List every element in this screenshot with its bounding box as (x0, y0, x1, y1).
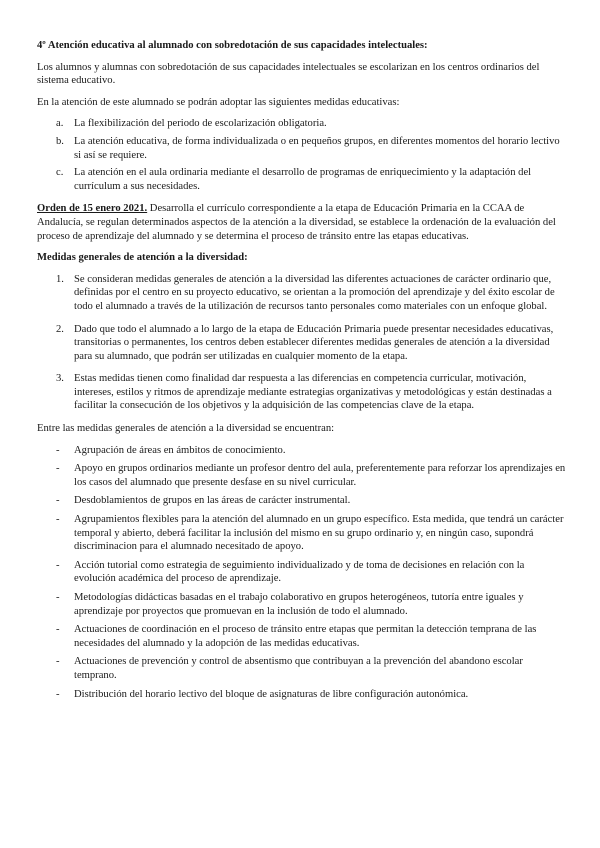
list-item (37, 372, 567, 413)
list-marker: 2. (56, 323, 64, 335)
list-item (37, 688, 567, 702)
list-item (37, 655, 567, 682)
dash-marker: - (56, 688, 60, 700)
list-item-text: Metodologías didácticas basadas en el trabajo colaborativo en grupos heterogéneos, tutoría entre iguales y aprendizaje por proyectos que promuevan en la inclusión de todo el alumnado. (74, 592, 524, 617)
list-item (37, 513, 567, 554)
general-measures-list (37, 273, 567, 413)
list-item-text: Dado que todo el alumnado a lo largo de la etapa de Educación Primaria puede presentar necesidades educativas, transitorias o permanentes, los centros deben establecer diferentes medidas generales de atención a la diversidad para su alumnado, que podrán ser utilizadas en cualquier momento de la etapa. (74, 323, 554, 362)
list-marker: b. (56, 135, 64, 147)
list-item-text: Actuaciones de prevención y control de absentismo que contribuyan a la prevención del abandono escolar temprano. (74, 656, 523, 681)
list-item (37, 135, 567, 162)
list-item (37, 591, 567, 618)
dash-marker: - (56, 656, 60, 668)
dash-marker: - (56, 514, 60, 526)
list-item-text: Agrupación de áreas en ámbitos de conocimiento. (74, 444, 286, 456)
list-item-text: Estas medidas tienen como finalidad dar respuesta a las diferencias en competencia curricular, motivación, intereses, estilos y ritmos de aprendizaje mediante estrategias organizativas y metodológicas y están destinadas a facilitar la consecución de los objetivos y la adquisición de las competencias clave de la etapa. (74, 373, 552, 412)
orden-label: Orden de 15 enero 2021. (37, 203, 148, 215)
list-item (37, 273, 567, 314)
list-item (37, 444, 567, 458)
list-item (37, 494, 567, 508)
dash-marker: - (56, 495, 60, 507)
list-item-text: La flexibilización del periodo de escolarización obligatoria. (74, 118, 327, 130)
list-item-text: La atención educativa, de forma individualizada o en pequeños grupos, en diferentes momentos del horario lectivo si así se requiere. (74, 135, 560, 161)
dash-marker: - (56, 463, 60, 475)
dash-marker: - (56, 559, 60, 571)
measures-list (37, 117, 567, 193)
list-item-text: Distribución del horario lectivo del bloque de asignaturas de libre configuración autonómica. (74, 688, 469, 700)
list-item-text: Se consideran medidas generales de atención a la diversidad las diferentes actuaciones de carácter ordinario que, definidas por el centro en su proyecto educativo, se orientan a la promoción del aprendizaje y del éxito escolar de todo el alumnado a través de la utilización de recursos tanto personales como materiales con un enfoque global. (74, 273, 555, 312)
dash-marker: - (56, 444, 60, 456)
list-item-text: Desdoblamientos de grupos en las áreas de carácter instrumental. (74, 495, 351, 507)
dash-marker: - (56, 624, 60, 636)
list-item-text: Apoyo en grupos ordinarios mediante un profesor dentro del aula, preferentemente para reforzar los aprendizajes en los casos del alumnado que presente desfase en su nivel curricular. (74, 463, 566, 488)
list-item (37, 623, 567, 650)
list-item (37, 559, 567, 586)
measures-list-intro: Entre las medidas generales de atención a la diversidad se encuentran: (37, 423, 335, 435)
list-item-text: Acción tutorial como estrategia de seguimiento individualizado y de toma de decisiones en relación con la evolución académica del proceso de aprendizaje. (74, 559, 525, 585)
measures-intro: En la atención de este alumnado se podrán adoptar las siguientes medidas educativas: (37, 96, 400, 108)
section-intro: Los alumnos y alumnas con sobredotación de sus capacidades intelectuales se escolarizan en los centros ordinarios del sistema educativo. (37, 61, 540, 87)
list-item-text: Actuaciones de coordinación en el proceso de tránsito entre etapas que permitan la detección temprana de las necesidades del alumnado y la adopción de las medidas educativas. (74, 624, 537, 649)
list-marker: c. (56, 167, 64, 179)
list-item-text: La atención en el aula ordinaria mediante el desarrollo de programas de enriquecimiento y la adaptación del currículum a sus necesidades. (74, 167, 532, 192)
list-marker: a. (56, 118, 64, 130)
orden-paragraph (37, 202, 567, 243)
list-item (37, 323, 567, 364)
general-measures-heading: Medidas generales de atención a la diversidad: (37, 252, 248, 264)
list-item-text: Agrupamientos flexibles para la atención del alumnado en un grupo específico. Esta medida, que tendrá un carácter temporal y abierto, deberá facilitar la inclusión del mismo en su grupo ordinario y, en ningún caso, supondrá discriminacion para el alumnado necesitado de apoyo. (74, 514, 564, 553)
list-item (37, 462, 567, 489)
orden-text: Desarrolla el currículo correspondiente a la etapa de Educación Primaria en la CCAA de Andalucía, se regulan determinados aspectos de la atención a la diversidad, se establece la ordenación de la evaluación del proceso de aprendizaje del alumnado y se determina el proceso de tránsito entre las etapas educativas. (37, 203, 556, 242)
list-marker: 1. (56, 273, 64, 285)
measures-bullet-list (37, 444, 567, 702)
list-item (37, 117, 567, 131)
list-marker: 3. (56, 373, 64, 385)
list-item (37, 166, 567, 193)
document-body (37, 39, 567, 706)
section-title: 4º Atención educativa al alumnado con sobredotación de sus capacidades intelectuales: (37, 40, 428, 51)
dash-marker: - (56, 592, 60, 603)
